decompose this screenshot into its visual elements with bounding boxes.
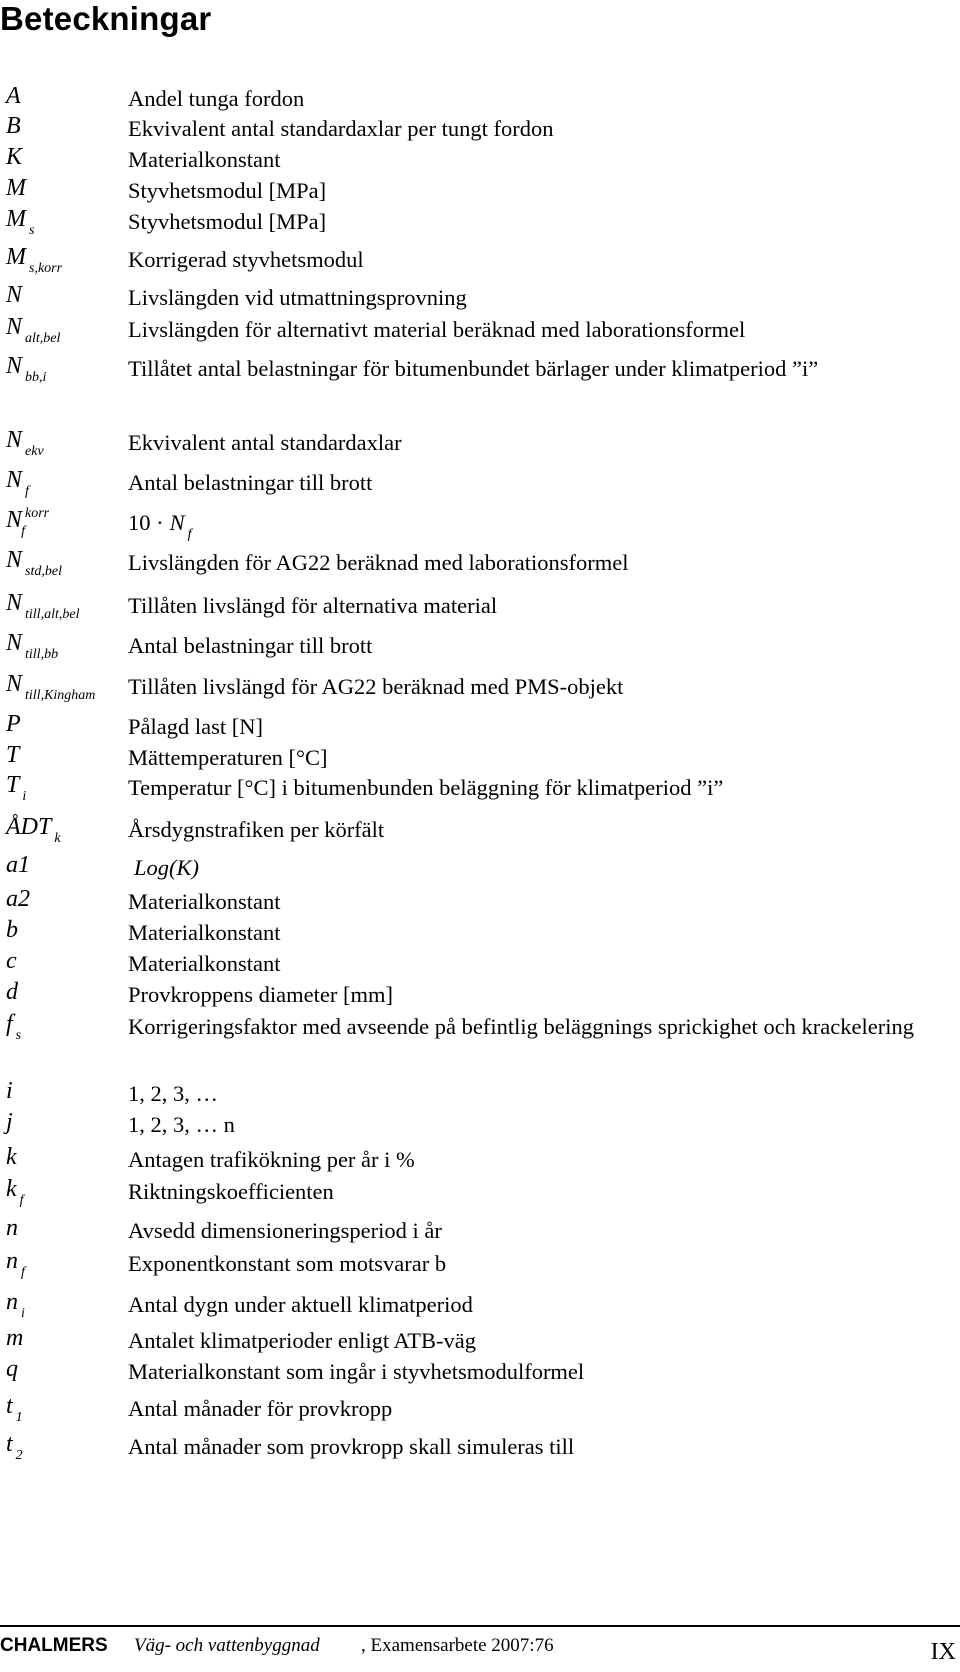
- symbol-base: A: [6, 83, 21, 109]
- symbol: [6, 813, 61, 846]
- formula-text: Log(K): [134, 855, 200, 880]
- symbol-subscript: till,Kingham: [25, 688, 96, 703]
- symbol-description: Andel tunga fordon: [128, 86, 305, 111]
- symbol-base: N: [6, 671, 23, 697]
- symbol: [6, 710, 21, 738]
- symbol-description: Korrigerad styvhetsmodul: [128, 247, 364, 272]
- symbol-base: a1: [6, 852, 30, 878]
- symbol: [6, 589, 80, 622]
- symbol-description: Livslängden för AG22 beräknad med laborationsformel: [128, 550, 629, 575]
- symbol: [6, 1430, 23, 1463]
- symbol-base: N: [6, 427, 23, 453]
- symbol-description: Antalet klimatperioder enligt ATB-väg: [128, 1328, 477, 1353]
- symbol-description: Materialkonstant: [128, 951, 281, 976]
- symbol: [6, 205, 35, 238]
- symbol: [6, 1247, 25, 1280]
- symbol-description: Ekvivalent antal standardaxlar: [128, 430, 402, 455]
- symbol-base: M: [6, 244, 26, 270]
- footer-report-number: , Examensarbete 2007:76: [361, 1635, 554, 1656]
- symbol-description: Temperatur [°C] i bitumenbunden beläggning för klimatperiod ”i”: [128, 775, 724, 800]
- symbol-base: t: [6, 1431, 13, 1457]
- symbol: [6, 143, 22, 171]
- symbol-base: N: [6, 507, 23, 533]
- symbol-base: N: [6, 630, 23, 656]
- symbol-base: a2: [6, 886, 30, 912]
- symbol-base: N: [6, 314, 23, 340]
- formula-coefficient: 10 ·: [128, 510, 164, 535]
- symbol-base: i: [6, 1078, 13, 1104]
- footer-divider: [0, 1625, 960, 1627]
- symbol-subscript: std,bel: [25, 564, 62, 579]
- symbol-base: P: [6, 711, 21, 737]
- symbol-base: M: [6, 175, 26, 201]
- symbol: [6, 1392, 23, 1425]
- symbol-description: Materialkonstant: [128, 889, 281, 914]
- symbol-description: Materialkonstant: [128, 147, 281, 172]
- symbol: [6, 978, 18, 1006]
- symbol-subscript: f: [21, 1265, 25, 1280]
- symbol-base: q: [6, 1356, 18, 1382]
- symbol-base: N: [6, 467, 23, 493]
- symbol-subscript: s,korr: [29, 261, 63, 276]
- symbol-subscript: till,bb: [25, 647, 59, 662]
- symbol-description: Riktningskoefficienten: [128, 1179, 334, 1204]
- symbol: [6, 1288, 25, 1321]
- symbol-base: B: [6, 113, 21, 139]
- symbol: [6, 670, 96, 703]
- symbol-subscript: s: [15, 1028, 22, 1043]
- formula-symbol: [169, 510, 192, 542]
- page-number: IX: [930, 1639, 956, 1665]
- symbol: [6, 1324, 23, 1352]
- symbol-description: Ekvivalent antal standardaxlar per tungt fordon: [128, 116, 554, 141]
- symbol: [6, 947, 17, 975]
- symbol-description: 1, 2, 3, … n: [128, 1112, 235, 1137]
- symbol-base: ÅDT: [6, 814, 52, 840]
- symbol-description: Antal belastningar till brott: [128, 633, 373, 658]
- symbol: [6, 916, 18, 944]
- symbol: [6, 885, 30, 913]
- symbol-description: Avsedd dimensioneringsperiod i år: [128, 1218, 442, 1243]
- symbol-subscript: ekv: [25, 444, 44, 459]
- symbol-description: Antal belastningar till brott: [128, 470, 373, 495]
- symbol-description: [128, 851, 948, 885]
- symbol-description: Styvhetsmodul [MPa]: [128, 178, 327, 203]
- symbol-subscript: i: [22, 789, 27, 804]
- symbol: [6, 243, 63, 276]
- symbol: [6, 112, 21, 140]
- symbol: [6, 281, 22, 309]
- symbol-base: n: [6, 1215, 18, 1241]
- symbol-base: d: [6, 979, 18, 1005]
- symbol-description: Mättemperaturen [°C]: [128, 745, 328, 770]
- symbol-base: T: [6, 742, 20, 768]
- symbol-description: Tillåten livslängd för AG22 beräknad med PMS-objekt: [128, 674, 624, 699]
- symbol-description: Antal månader för provkropp: [128, 1396, 393, 1421]
- symbol-description: Livslängden för alternativt material beräknad med laborationsformel: [128, 317, 746, 342]
- symbol: [6, 82, 21, 110]
- symbol-subscript: s: [29, 223, 35, 238]
- symbol-subscript: f: [19, 1193, 24, 1208]
- symbol-base: b: [6, 917, 18, 943]
- symbol-subscript: bb,i: [25, 370, 47, 385]
- symbol: [6, 1214, 18, 1242]
- symbol: [6, 546, 62, 579]
- symbol-description: Materialkonstant: [128, 920, 281, 945]
- symbol-subscript: i: [21, 1306, 25, 1321]
- symbol-subscript: alt,bel: [25, 331, 61, 346]
- symbol-base: t: [6, 1393, 13, 1419]
- symbol: [6, 1355, 18, 1383]
- symbol-description: 1, 2, 3, …: [128, 1081, 218, 1106]
- symbol-base: N: [6, 590, 23, 616]
- symbol-subscript: 1: [15, 1410, 23, 1425]
- symbol-subscript: k: [54, 831, 61, 846]
- symbol: [6, 1077, 13, 1105]
- symbol: [6, 1175, 24, 1208]
- symbol: [6, 741, 19, 769]
- formula-base: N: [169, 510, 185, 535]
- symbol-base: n: [6, 1289, 18, 1315]
- symbol: [6, 313, 61, 346]
- symbol-base: m: [6, 1325, 24, 1351]
- symbol-subscript: till,alt,bel: [25, 607, 80, 622]
- symbol-description: Årsdygnstrafiken per körfält: [128, 817, 385, 842]
- symbol-description: Exponentkonstant som motsvarar b: [128, 1251, 447, 1276]
- symbol-subscript: 2: [15, 1448, 23, 1463]
- footer-department: Väg- och vattenbyggnad: [134, 1635, 320, 1656]
- symbol-base: j: [6, 1109, 13, 1135]
- symbol-base: f: [6, 1011, 13, 1037]
- symbol-subscript: f: [21, 524, 26, 539]
- symbol-description: Livslängden vid utmattningsprovning: [128, 285, 467, 310]
- symbol: [6, 629, 59, 662]
- symbol-subscript: f: [25, 484, 29, 499]
- symbol-base: K: [6, 144, 23, 170]
- symbol-description: Antal dygn under aktuell klimatperiod: [128, 1292, 473, 1317]
- symbol-description: Antal månader som provkropp skall simuleras till: [128, 1434, 575, 1459]
- symbol-description: Materialkonstant som ingår i styvhetsmodulformel: [128, 1359, 585, 1384]
- symbol-base: M: [6, 206, 26, 232]
- symbol-base: N: [6, 282, 23, 308]
- formula-subscript: f: [187, 527, 192, 542]
- symbol: [6, 851, 30, 879]
- footer-brand: CHALMERS: [0, 1635, 108, 1656]
- symbol-description: Korrigeringsfaktor med avseende på befintlig beläggnings sprickighet och krackelering: [128, 1014, 914, 1039]
- symbol-superscript: korr: [25, 506, 50, 521]
- symbol-description: Tillåtet antal belastningar för bitumenbundet bärlager under klimatperiod ”i”: [128, 356, 819, 381]
- symbol-base: N: [6, 353, 23, 379]
- symbol: [6, 1010, 22, 1043]
- symbol: [6, 174, 26, 202]
- symbol: [6, 426, 44, 459]
- symbol-description: Styvhetsmodul [MPa]: [128, 209, 327, 234]
- symbol-base: n: [6, 1248, 18, 1274]
- symbol: [6, 506, 50, 539]
- symbol-base: T: [6, 772, 20, 798]
- symbol-description: Antagen trafikökning per år i %: [128, 1147, 415, 1172]
- symbol: [6, 771, 27, 804]
- symbol-base: c: [6, 948, 17, 974]
- symbol: [6, 466, 29, 499]
- symbol-description: Tillåten livslängd för alternativa material: [128, 593, 498, 618]
- symbol-description: Provkroppens diameter [mm]: [128, 982, 393, 1007]
- symbol-base: k: [6, 1176, 17, 1202]
- symbol-base: N: [6, 547, 23, 573]
- symbol: [6, 1108, 13, 1136]
- symbol-base: k: [6, 1144, 17, 1170]
- page-footer: [0, 1635, 960, 1669]
- symbol: [6, 352, 47, 385]
- page-title: Beteckningar: [0, 0, 212, 37]
- symbol: [6, 1143, 17, 1171]
- symbol-description: Pålagd last [N]: [128, 714, 263, 739]
